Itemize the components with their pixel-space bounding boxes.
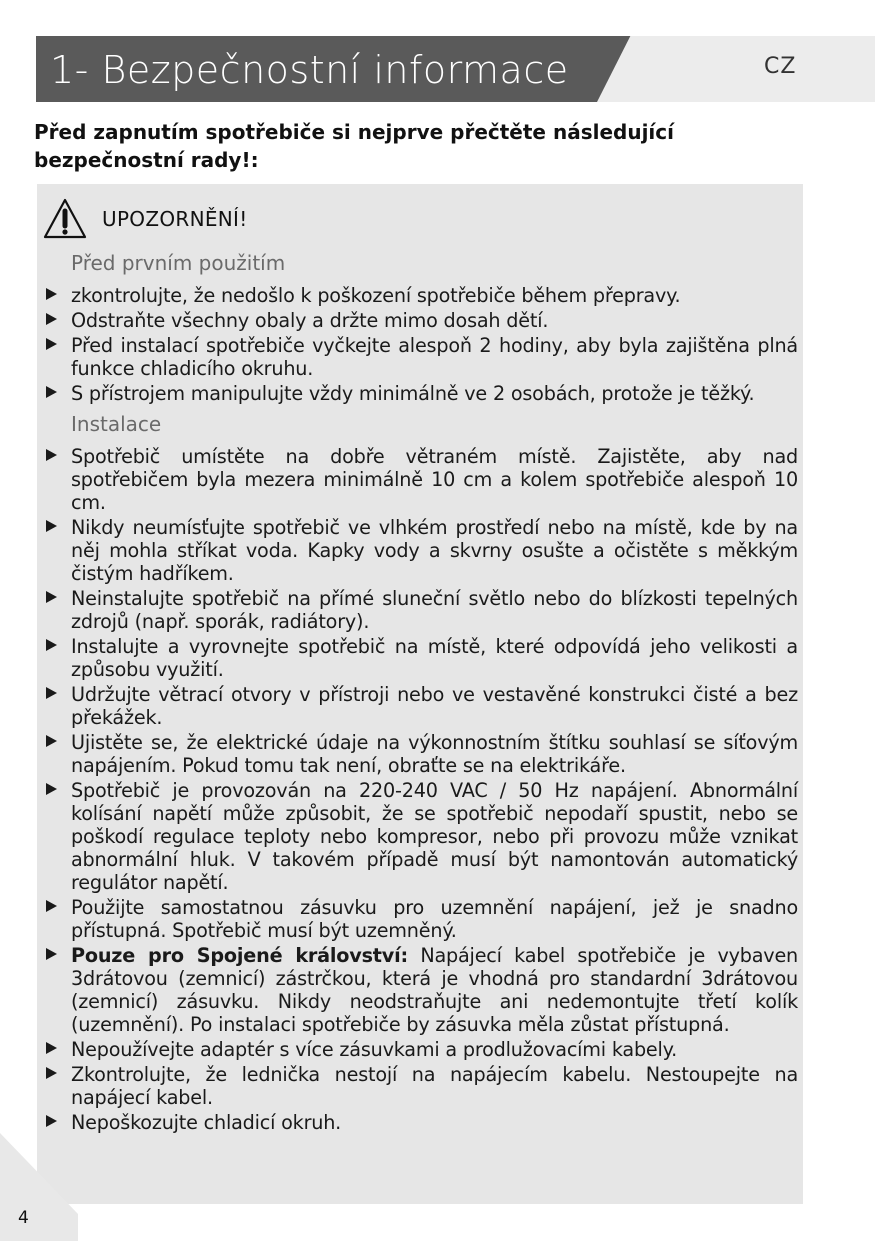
list-item-text: Nepoužívejte adaptér s více zásuvkami a prodlužovacími kabely.: [71, 1038, 677, 1061]
bullet-icon: [46, 449, 57, 461]
list-item-text: Ujistěte se, že elektrické údaje na výkonnostním štítku souhlasí se síťovým napájením. Pokud tomu tak není, obraťte se na elektrikáře.: [71, 731, 798, 777]
list-item: [46, 334, 798, 380]
list-item: [46, 731, 798, 777]
uk-lead-text: Pouze pro Spojené království:: [71, 944, 408, 967]
bullet-icon: [46, 591, 57, 603]
list-item-text: Spotřebič umístěte na dobře větraném místě. Zajistěte, aby nad spotřebičem byla mezera minimálně 10 cm a kolem spotřebiče alespoň 10 cm.: [71, 445, 798, 514]
list-item-text: Nikdy neumísťujte spotřebič ve vlhkém prostředí nebo na místě, kde by na něj mohla stříkat voda. Kapky vody a skvrny osušte a očistěte s měkkým čistým hadříkem.: [71, 516, 798, 585]
list-item-text: Odstraňte všechny obaly a držte mimo dosah dětí.: [71, 309, 549, 332]
list-item: [46, 1111, 798, 1134]
section-list: [46, 284, 798, 405]
bullet-icon: [46, 735, 57, 747]
safety-content: [46, 250, 798, 1136]
list-item: [46, 896, 798, 942]
bullet-icon: [46, 313, 57, 325]
bullet-icon: [46, 639, 57, 651]
list-item-text: Použijte samostatnou zásuvku pro uzemnění napájení, jež je snadno přístupná. Spotřebič musí být uzemněný.: [71, 896, 798, 942]
list-item: [46, 587, 798, 633]
bullet-icon: [46, 338, 57, 350]
list-item-text: S přístrojem manipulujte vždy minimálně ve 2 osobách, protože je těžký.: [71, 382, 755, 405]
list-item: [46, 635, 798, 681]
list-item: [46, 1063, 798, 1109]
bullet-icon: [46, 687, 57, 699]
list-item: [46, 516, 798, 585]
bullet-icon: [46, 1067, 57, 1079]
list-item-uk: [46, 944, 798, 1036]
bullet-icon: [46, 900, 57, 912]
list-item: [46, 779, 798, 894]
uk-item-text: Napájecí kabel spotřebiče je vybaven 3drátovou (zemnicí) zástrčkou, která je vhodná pro standardní 3drátovou (zemnicí) zásuvku. Nikdy neodstraňujte ani nedemontujte třetí kolík (uzemnění). Po instalaci spotřebiče by zásuvka měla zůstat přístupná.: [71, 944, 799, 1036]
bullet-icon: [46, 288, 57, 300]
header-tab: [597, 36, 875, 102]
page-number: 4: [18, 1208, 29, 1228]
bullet-icon: [46, 1115, 57, 1127]
warning-title: UPOZORNĚNÍ!: [102, 207, 248, 231]
section-heading: Instalace: [71, 412, 162, 436]
warning-header: [42, 196, 248, 242]
list-item: [46, 445, 798, 514]
list-item-text: Zkontrolujte, že lednička nestojí na napájecím kabelu. Nestoupejte na napájecí kabel.: [71, 1063, 798, 1109]
list-item: [46, 683, 798, 729]
list-item: [46, 1038, 798, 1061]
bullet-icon: [46, 386, 57, 398]
list-item-text: Spotřebič je provozován na 220-240 VAC / 50 Hz napájení. Abnormální kolísání napětí může způsobit, že se spotřebič nepodaří spustit, nebo se poškodí regulace teploty nebo kompresor, nebo při provozu může vznikat abnormální hluk. V takovém případě musí být namontován automatický regulátor napětí.: [71, 779, 798, 894]
bullet-icon: [46, 783, 57, 795]
list-item-text: Udržujte větrací otvory v přístroji nebo ve vestavěné konstrukci čisté a bez překážek.: [71, 683, 798, 729]
list-item-text: Před instalací spotřebiče vyčkejte alespoň 2 hodiny, aby byla zajištěna plná funkce chladicího okruhu.: [71, 334, 798, 380]
bullet-icon: [46, 1042, 57, 1054]
bullet-icon: [46, 520, 57, 532]
bullet-icon: [46, 948, 57, 960]
list-item: [46, 309, 798, 332]
section-heading: Před prvním použitím: [71, 251, 286, 275]
intro-text: Před zapnutím spotřebiče si nejprve přečtěte následující bezpečnostní rady!:: [34, 120, 674, 172]
warning-triangle-icon: [42, 197, 88, 241]
list-item: [46, 284, 798, 307]
page-title: 1- Bezpečnostní informace: [50, 48, 569, 92]
list-item-text: Neinstalujte spotřebič na přímé sluneční světlo nebo do blízkosti tepelných zdrojů (např. sporák, radiátory).: [71, 587, 798, 633]
list-item-text: Nepoškozujte chladicí okruh.: [71, 1111, 342, 1134]
list-item-text: Instalujte a vyrovnejte spotřebič na místě, které odpovídá jeho velikosti a způsobu využití.: [71, 635, 798, 681]
language-code: CZ: [764, 54, 797, 79]
section-list: [46, 445, 798, 1134]
list-item-text: zkontrolujte, že nedošlo k poškození spotřebiče během přepravy.: [71, 284, 681, 307]
list-item: [46, 382, 798, 405]
